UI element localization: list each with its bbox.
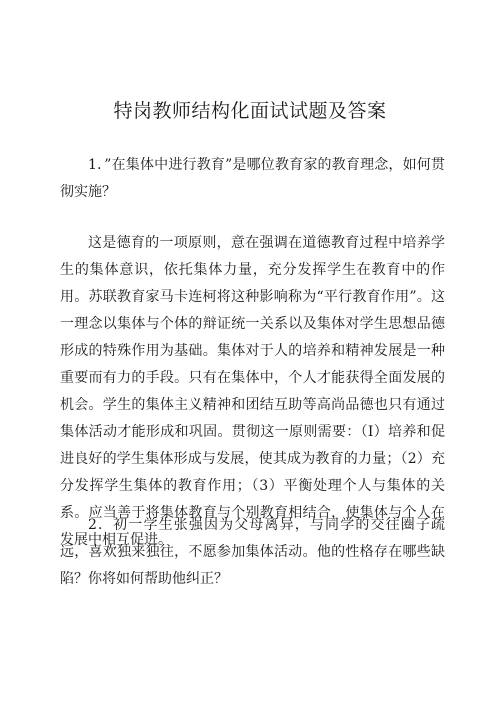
document-title: 特岗教师结构化面试试题及答案 — [113, 100, 387, 122]
question-1-text: 1．”在集体中进行教育”是哪位教育家的教育理念，如何贯彻实施？ — [60, 157, 445, 200]
answer-1-text: 这是德育的一项原则，意在强调在道德教育过程中培养学生的集体意识，依托集体力量，充分发挥学生在教育中的作用。苏联教育家马卡连柯将这种影响称为“平行教育作用”。这一理念以集体与个体的辩证统一关系以及集体对学生思想品德形成的特殊作用为基础。集体对于人的培养和精神发展是一种重要而有力的手段。只有在集体中，个人才能获得全面发展的机会。学生的集体主义精神和团结互助等高尚品德也只有通过集体活动才能形成和巩固。贯彻这一原则需要：（I）培养和促进良好的学生集体形成与发展，使其成为教育的力量；（2）充分发挥学生集体的教育作用；（3）平衡处理个人与集体的关系。应当善于将集体教育与个别教育相结合，使集体与个人在发展中相互促进。 — [60, 235, 445, 548]
question-2-text: 2．初一学生张强因为父母离异，与同学的交往圈子疏远，喜欢独来独往，不愿参加集体活动。他的性格存在哪些缺陷？你将如何帮助他纠正？ — [60, 517, 445, 587]
